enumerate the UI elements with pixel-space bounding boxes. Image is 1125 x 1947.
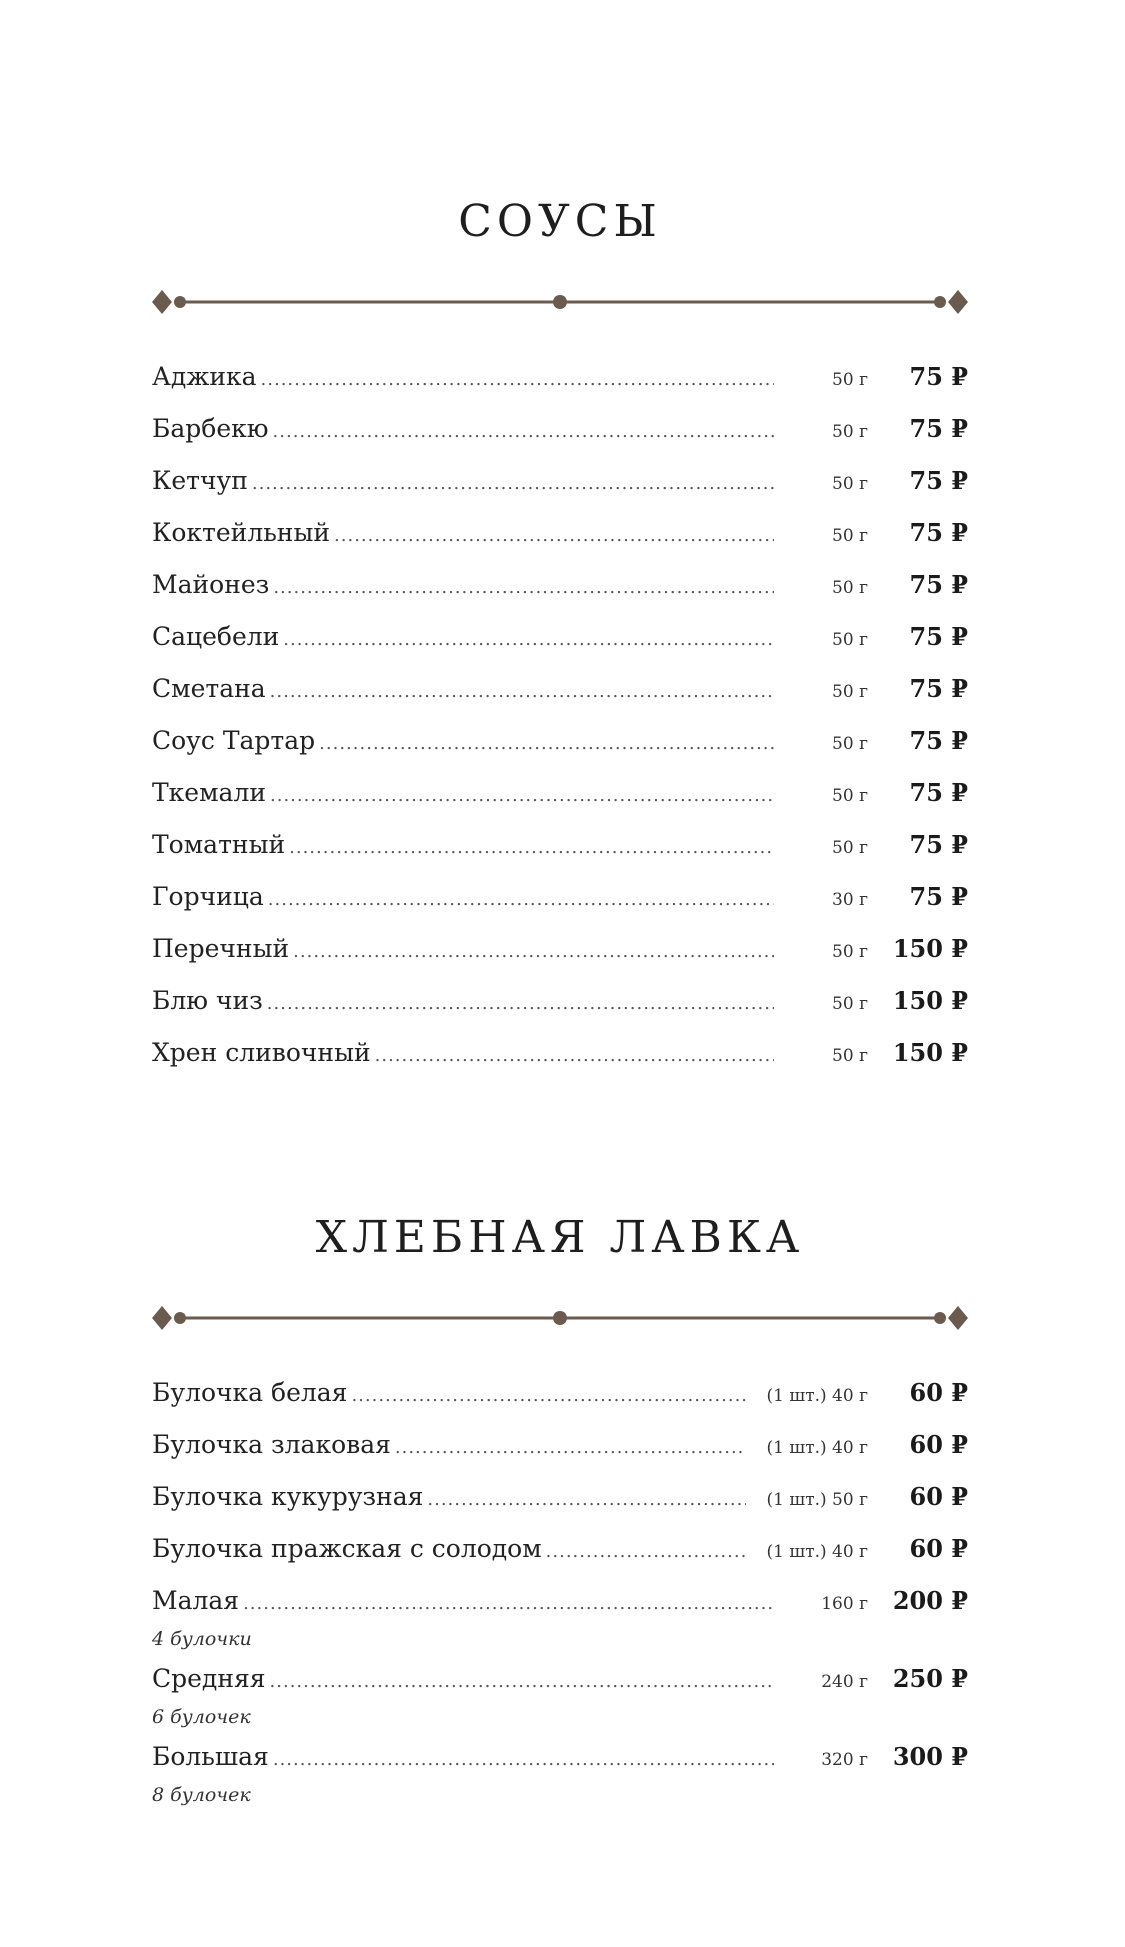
item-price: 200 ₽ — [892, 1586, 968, 1615]
item-weight: 50 г — [832, 942, 868, 962]
item-weight: 50 г — [832, 422, 868, 442]
section-title: СОУСЫ — [458, 196, 662, 247]
item-weight: 50 г — [832, 630, 868, 650]
bread-list — [152, 1378, 968, 1820]
menu-item-row — [152, 1482, 968, 1534]
dot-leader — [270, 1671, 774, 1692]
dot-leader — [283, 629, 774, 650]
dot-leader — [273, 577, 774, 598]
menu-item-row — [152, 674, 968, 726]
dot-leader — [334, 525, 774, 546]
item-name: Томатный — [152, 830, 286, 859]
item-weight: (1 шт.) 40 г — [766, 1542, 868, 1562]
item-name: Булочка злаковая — [152, 1430, 391, 1459]
menu-item — [152, 986, 968, 1038]
menu-item — [152, 466, 968, 518]
item-price: 75 ₽ — [909, 778, 968, 807]
item-price: 75 ₽ — [909, 622, 968, 651]
item-weight: 50 г — [832, 370, 868, 390]
item-note: 6 булочек — [152, 1706, 251, 1728]
item-name: Аджика — [152, 362, 257, 391]
menu-item — [152, 518, 968, 570]
item-price: 300 ₽ — [892, 1742, 968, 1771]
item-name: Горчица — [152, 882, 264, 911]
menu-item-row — [152, 1534, 968, 1586]
item-name: Булочка пражская с солодом — [152, 1534, 542, 1563]
menu-item — [152, 1430, 968, 1482]
item-price: 60 ₽ — [909, 1430, 968, 1459]
menu-item-row — [152, 778, 968, 830]
item-weight: 30 г — [832, 890, 868, 910]
menu-item-row — [152, 570, 968, 622]
dot-leader — [395, 1437, 746, 1458]
menu-item — [152, 1378, 968, 1430]
menu-item — [152, 362, 968, 414]
item-weight: (1 шт.) 50 г — [766, 1490, 868, 1510]
dot-leader — [546, 1541, 746, 1562]
dot-leader — [293, 941, 774, 962]
item-weight: 50 г — [832, 474, 868, 494]
menu-item — [152, 1664, 968, 1742]
menu-item-row — [152, 1378, 968, 1430]
item-name: Перечный — [152, 934, 290, 963]
item-price: 75 ₽ — [909, 726, 968, 755]
ornament-divider — [152, 282, 968, 322]
dot-leader — [270, 785, 774, 806]
dot-leader — [268, 889, 774, 910]
dot-leader — [270, 681, 774, 702]
menu-item — [152, 1038, 968, 1090]
item-price: 75 ₽ — [909, 414, 968, 443]
item-price: 75 ₽ — [909, 466, 968, 495]
item-note: 4 булочки — [152, 1628, 252, 1650]
menu-item — [152, 934, 968, 986]
item-weight: 50 г — [832, 526, 868, 546]
dot-leader — [289, 837, 774, 858]
menu-item-row — [152, 934, 968, 986]
item-price: 250 ₽ — [892, 1664, 968, 1693]
item-price: 60 ₽ — [909, 1534, 968, 1563]
item-name: Средняя — [152, 1664, 266, 1693]
item-name: Булочка кукурузная — [152, 1482, 424, 1511]
menu-item-row — [152, 1038, 968, 1090]
dot-leader — [351, 1385, 746, 1406]
section-title: ХЛЕБНАЯ ЛАВКА — [315, 1212, 805, 1263]
item-price: 75 ₽ — [909, 362, 968, 391]
menu-item — [152, 414, 968, 466]
dot-leader — [375, 1045, 774, 1066]
item-price: 75 ₽ — [909, 518, 968, 547]
item-name: Майонез — [152, 570, 270, 599]
item-weight: 50 г — [832, 786, 868, 806]
menu-item — [152, 674, 968, 726]
item-price: 150 ₽ — [892, 1038, 968, 1067]
dot-leader — [273, 1749, 774, 1770]
item-weight: 50 г — [832, 682, 868, 702]
item-name: Кетчуп — [152, 466, 248, 495]
item-name: Малая — [152, 1586, 240, 1615]
item-price: 75 ₽ — [909, 570, 968, 599]
menu-item — [152, 1586, 968, 1664]
menu-item-row — [152, 1430, 968, 1482]
menu-item-row — [152, 882, 968, 934]
menu-item-row — [152, 726, 968, 778]
dot-leader — [319, 733, 774, 754]
dot-leader — [427, 1489, 746, 1510]
menu-item — [152, 1742, 968, 1820]
item-weight: 240 г — [821, 1672, 868, 1692]
item-name: Коктейльный — [152, 518, 331, 547]
menu-item — [152, 882, 968, 934]
item-price: 60 ₽ — [909, 1378, 968, 1407]
menu-item — [152, 1482, 968, 1534]
item-name: Блю чиз — [152, 986, 263, 1015]
item-weight: 160 г — [821, 1594, 868, 1614]
item-weight: 50 г — [832, 734, 868, 754]
menu-item — [152, 570, 968, 622]
dot-leader — [261, 369, 774, 390]
menu-item-row — [152, 362, 968, 414]
sauces-list — [152, 362, 968, 1090]
item-name: Хрен сливочный — [152, 1038, 371, 1067]
dot-leader — [273, 421, 774, 442]
menu-item-row — [152, 414, 968, 466]
item-price: 150 ₽ — [892, 934, 968, 963]
item-weight: (1 шт.) 40 г — [766, 1386, 868, 1406]
item-price: 75 ₽ — [909, 830, 968, 859]
item-weight: 50 г — [832, 838, 868, 858]
menu-item — [152, 622, 968, 674]
menu-item-row — [152, 518, 968, 570]
ornament-divider — [152, 1298, 968, 1338]
item-name: Булочка белая — [152, 1378, 348, 1407]
item-weight: 320 г — [821, 1750, 868, 1770]
dot-leader — [252, 473, 774, 494]
section-sauces — [152, 192, 968, 1090]
item-name: Сметана — [152, 674, 266, 703]
item-name: Соус Тартар — [152, 726, 316, 755]
item-name: Ткемали — [152, 778, 266, 807]
item-note: 8 булочек — [152, 1784, 251, 1806]
item-name: Барбекю — [152, 414, 269, 443]
item-name: Сацебели — [152, 622, 280, 651]
item-weight: 50 г — [832, 578, 868, 598]
item-name: Большая — [152, 1742, 269, 1771]
item-price: 75 ₽ — [909, 882, 968, 911]
item-weight: (1 шт.) 40 г — [766, 1438, 868, 1458]
item-price: 150 ₽ — [892, 986, 968, 1015]
menu-item — [152, 778, 968, 830]
menu-item-row — [152, 466, 968, 518]
menu-item-row — [152, 986, 968, 1038]
menu-item — [152, 1534, 968, 1586]
menu-item — [152, 726, 968, 778]
dot-leader — [243, 1593, 774, 1614]
menu-item-row — [152, 830, 968, 882]
item-price: 60 ₽ — [909, 1482, 968, 1511]
item-weight: 50 г — [832, 994, 868, 1014]
section-bread — [152, 1208, 968, 1820]
item-price: 75 ₽ — [909, 674, 968, 703]
dot-leader — [267, 993, 774, 1014]
menu-item — [152, 830, 968, 882]
menu-item-row — [152, 622, 968, 674]
item-weight: 50 г — [832, 1046, 868, 1066]
